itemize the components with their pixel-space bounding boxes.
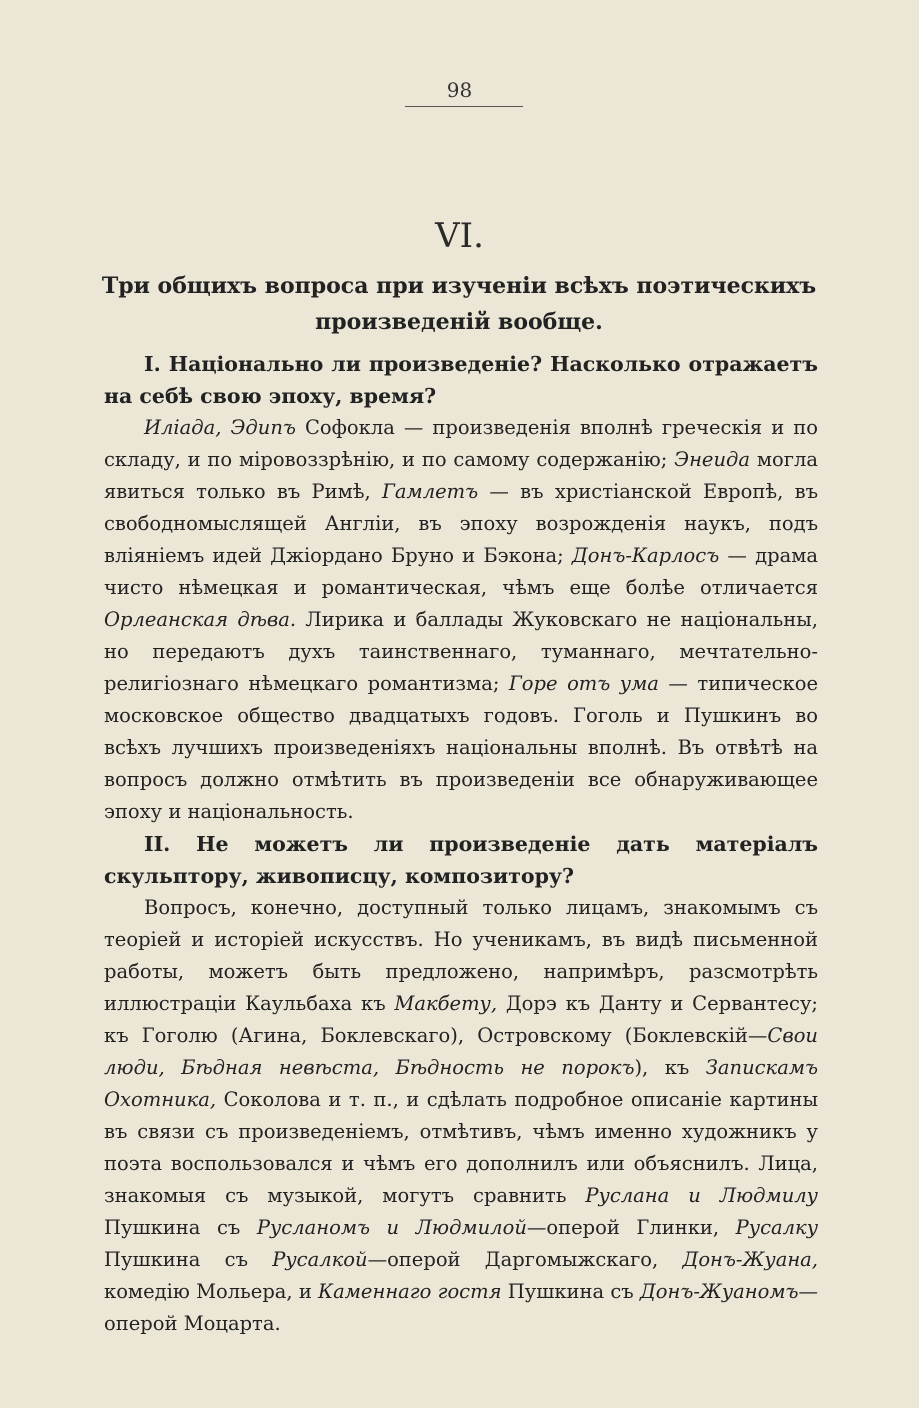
italic-title: Орлеанская дѣва. — [104, 608, 297, 631]
text-run: могла явиться только въ Римѣ, — [104, 448, 818, 503]
paragraph-2 — [104, 892, 818, 1340]
italic-title: Донъ-Жуана, — [682, 1248, 819, 1271]
italic-title: Энеида — [674, 448, 751, 471]
paragraph-1 — [104, 412, 818, 828]
text-run: — въ христіанской Европѣ, въ свободномыслящей Англіи, въ эпоху возрожденія наукъ, подъ вліяніемъ идей Джіордано Бруно и Бэкона; — [104, 480, 818, 567]
text-run: —оперой Глинки, — [526, 1216, 736, 1239]
italic-title: Каменнаго гостя — [318, 1280, 502, 1303]
text-run: Соколова и т. п., и сдѣлать подробное описаніе картины въ связи съ произведеніемъ, отмѣтивъ, чѣмъ именно художникъ у поэта воспользовался и чѣмъ его дополнилъ или объяснилъ. Лица, знакомыя съ музыкой, могутъ сравнить — [104, 1088, 818, 1207]
text-run: Лирика и баллады Жуковскаго не національны, но передаютъ духъ таинственнаго, туманнаго, мечтательно-религіознаго нѣмецкаго романтизма; — [104, 608, 819, 695]
question-1: I. Національно ли произведеніе? Насколько отражаетъ на себѣ свою эпоху, время? — [104, 352, 818, 408]
italic-title: Запискамъ Охотника, — [104, 1056, 818, 1111]
italic-title: Русалкой — [272, 1248, 368, 1271]
italic-title: Русланомъ и Людмилой — [256, 1216, 527, 1239]
italic-title: Руслана и Людмилу — [585, 1184, 818, 1207]
text-run: Пушкина съ — [104, 1248, 273, 1271]
text-run: Пушкина съ — [104, 1216, 257, 1239]
chapter-number: VI. — [435, 216, 484, 256]
italic-title: Горе отъ ума — [508, 672, 659, 695]
italic-title: Русалку — [735, 1216, 819, 1239]
text-run: ), къ — [634, 1056, 706, 1079]
italic-title: Иліада, Эдипъ — [144, 416, 296, 439]
text-run: — драма чисто нѣмецкая и романтическая, чѣмъ еще болѣе отличается — [104, 544, 818, 599]
text-run: Софокла — произведенія вполнѣ греческія и по складу, и по міровоззрѣнію, и по самому содержанію; — [104, 416, 818, 471]
text-run: Пушкина съ — [501, 1280, 640, 1303]
italic-title: Донъ-Жуаномъ — [639, 1280, 799, 1303]
italic-title: Макбету, — [394, 992, 498, 1015]
page-number: 98 — [446, 78, 473, 102]
italic-title: Свои люди, Бѣдная невѣста, Бѣдность не порокъ — [104, 1024, 818, 1079]
chapter-title: Три общихъ вопроса при изученіи всѣхъ поэтическихъ произведеній вообще. — [101, 273, 817, 335]
header-rule — [405, 106, 523, 107]
text-run: — типическое московское общество двадцатыхъ годовъ. Гоголь и Пушкинъ во всѣхъ лучшихъ произведеніяхъ національны вполнѣ. Въ отвѣтѣ на вопросъ должно отмѣтить въ произведеніи все обнаруживающее эпоху и національность. — [104, 672, 819, 823]
text-run: комедію Мольера, и — [104, 1280, 319, 1303]
italic-title: Донъ-Карлосъ — [571, 544, 720, 567]
text-run: Вопросъ, конечно, доступный только лицамъ, знакомымъ съ теоріей и исторіей искусствъ. Но ученикамъ, въ видѣ письменной работы, можетъ быть предложено, напримѣръ, разсмотрѣть иллюстраціи Каульбаха къ — [104, 896, 818, 1015]
text-run: —оперой Даргомыжскаго, — [367, 1248, 683, 1271]
italic-title: Гамлетъ — [382, 480, 479, 503]
question-2: II. Не можетъ ли произведеніе дать матеріалъ скульптору, живописцу, композитору? — [104, 832, 818, 888]
text-run: —оперой Моцарта. — [104, 1280, 819, 1335]
text-run: Дорэ къ Данту и Сервантесу; къ Гоголю (Агина, Боклевскаго), Островскому (Боклевскій— — [104, 992, 819, 1047]
body-text — [104, 348, 818, 1340]
